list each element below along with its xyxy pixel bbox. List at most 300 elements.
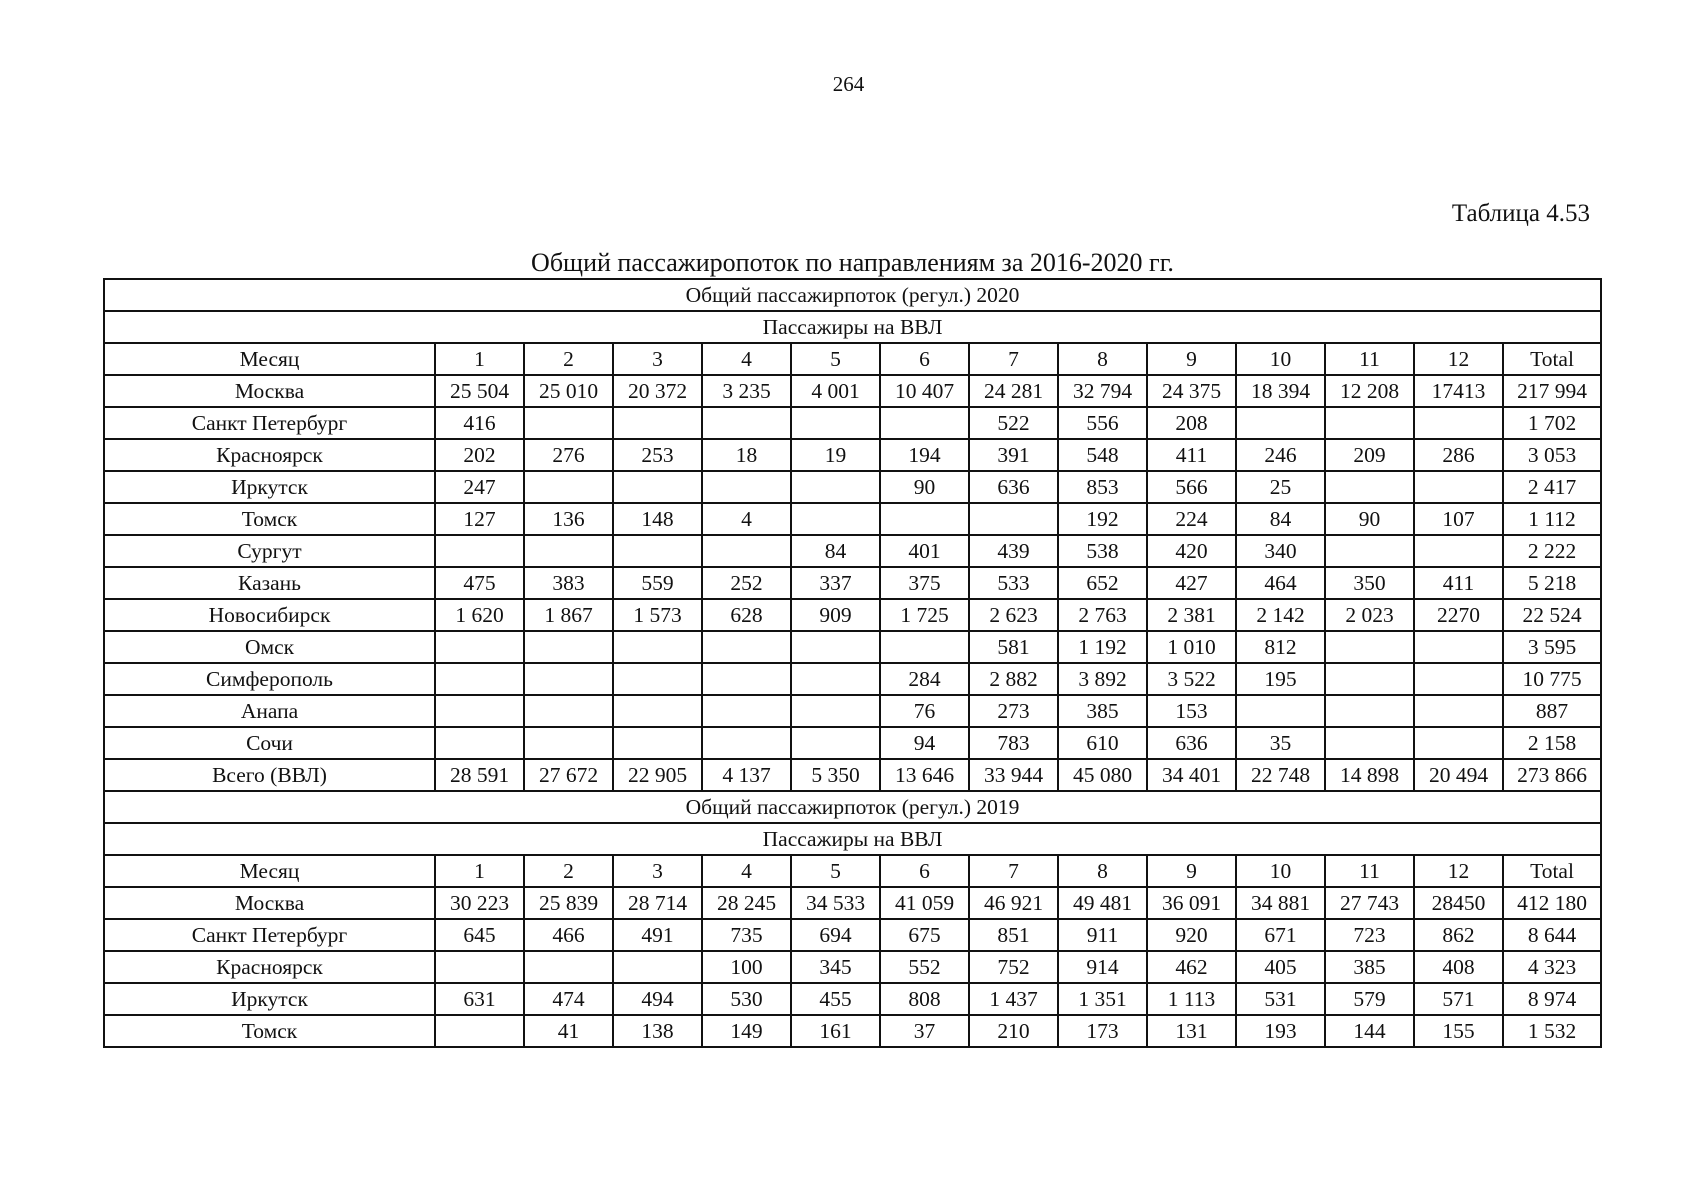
month-value-cell: 37 <box>880 1015 969 1047</box>
total-cell: 412 180 <box>1503 887 1601 919</box>
month-value-cell: 581 <box>969 631 1058 663</box>
month-value-cell: 90 <box>880 471 969 503</box>
month-value-cell: 1 113 <box>1147 983 1236 1015</box>
month-value-cell: 405 <box>1236 951 1325 983</box>
header-cell: 4 <box>702 855 791 887</box>
total-cell: 22 524 <box>1503 599 1601 631</box>
month-value-cell: 24 281 <box>969 375 1058 407</box>
header-cell: 3 <box>613 855 702 887</box>
month-value-cell: 401 <box>880 535 969 567</box>
month-value-cell <box>791 503 880 535</box>
month-value-cell: 862 <box>1414 919 1503 951</box>
month-value-cell: 3 522 <box>1147 663 1236 695</box>
total-cell: 2 222 <box>1503 535 1601 567</box>
month-value-cell: 494 <box>613 983 702 1015</box>
header-cell: 11 <box>1325 343 1414 375</box>
header-cell: 3 <box>613 343 702 375</box>
city-cell: Сургут <box>104 535 435 567</box>
section-subtitle <box>104 311 1601 343</box>
month-value-cell: 391 <box>969 439 1058 471</box>
month-value-cell: 411 <box>1147 439 1236 471</box>
month-value-cell: 427 <box>1147 567 1236 599</box>
total-cell: 2 417 <box>1503 471 1601 503</box>
month-value-cell: 735 <box>702 919 791 951</box>
month-value-cell <box>1236 407 1325 439</box>
section-title <box>104 791 1601 823</box>
month-value-cell: 149 <box>702 1015 791 1047</box>
header-cell: 2 <box>524 343 613 375</box>
section-title-cell: Общий пассажирпоток (регул.) 2020 <box>104 279 1601 311</box>
month-value-cell: 41 <box>524 1015 613 1047</box>
month-value-cell <box>1414 727 1503 759</box>
month-value-cell: 548 <box>1058 439 1147 471</box>
table-row <box>104 695 1601 727</box>
header-cell: 8 <box>1058 855 1147 887</box>
month-value-cell: 153 <box>1147 695 1236 727</box>
month-value-cell: 675 <box>880 919 969 951</box>
month-value-cell <box>613 535 702 567</box>
header-cell: 11 <box>1325 855 1414 887</box>
city-cell: Томск <box>104 503 435 535</box>
month-value-cell: 631 <box>435 983 524 1015</box>
month-value-cell: 340 <box>1236 535 1325 567</box>
month-value-cell: 914 <box>1058 951 1147 983</box>
month-value-cell: 3 235 <box>702 375 791 407</box>
month-value-cell: 783 <box>969 727 1058 759</box>
month-value-cell: 4 <box>702 503 791 535</box>
month-value-cell: 416 <box>435 407 524 439</box>
month-value-cell: 131 <box>1147 1015 1236 1047</box>
header-cell: 5 <box>791 343 880 375</box>
month-value-cell: 28450 <box>1414 887 1503 919</box>
month-value-cell: 466 <box>524 919 613 951</box>
month-value-cell: 1 437 <box>969 983 1058 1015</box>
month-value-cell <box>524 535 613 567</box>
month-value-cell: 28 245 <box>702 887 791 919</box>
month-value-cell: 571 <box>1414 983 1503 1015</box>
month-value-cell: 14 898 <box>1325 759 1414 791</box>
table-row <box>104 919 1601 951</box>
month-value-cell: 559 <box>613 567 702 599</box>
city-cell: Иркутск <box>104 983 435 1015</box>
city-cell: Анапа <box>104 695 435 727</box>
month-value-cell <box>702 535 791 567</box>
month-value-cell: 552 <box>880 951 969 983</box>
total-cell: 5 218 <box>1503 567 1601 599</box>
total-cell: 273 866 <box>1503 759 1601 791</box>
month-value-cell <box>880 407 969 439</box>
total-cell: 1 532 <box>1503 1015 1601 1047</box>
header-row <box>104 343 1601 375</box>
total-cell: 4 323 <box>1503 951 1601 983</box>
section-title <box>104 279 1601 311</box>
table-row <box>104 503 1601 535</box>
month-value-cell: 20 372 <box>613 375 702 407</box>
month-value-cell: 808 <box>880 983 969 1015</box>
month-value-cell: 533 <box>969 567 1058 599</box>
month-value-cell: 579 <box>1325 983 1414 1015</box>
header-cell: 1 <box>435 343 524 375</box>
total-cell: 217 994 <box>1503 375 1601 407</box>
total-cell: 3 595 <box>1503 631 1601 663</box>
header-cell: Total <box>1503 855 1601 887</box>
month-value-cell: 36 091 <box>1147 887 1236 919</box>
month-value-cell: 193 <box>1236 1015 1325 1047</box>
month-value-cell <box>613 407 702 439</box>
month-value-cell: 24 375 <box>1147 375 1236 407</box>
month-value-cell <box>1414 471 1503 503</box>
month-value-cell: 475 <box>435 567 524 599</box>
month-value-cell: 531 <box>1236 983 1325 1015</box>
header-cell: 7 <box>969 343 1058 375</box>
header-cell: 9 <box>1147 343 1236 375</box>
month-value-cell: 253 <box>613 439 702 471</box>
section-title-cell: Общий пассажирпоток (регул.) 2019 <box>104 791 1601 823</box>
month-value-cell <box>613 663 702 695</box>
month-value-cell: 45 080 <box>1058 759 1147 791</box>
table-label: Таблица 4.53 <box>1451 200 1590 227</box>
month-value-cell: 671 <box>1236 919 1325 951</box>
month-value-cell: 652 <box>1058 567 1147 599</box>
month-value-cell: 636 <box>1147 727 1236 759</box>
month-value-cell: 84 <box>791 535 880 567</box>
month-value-cell <box>435 535 524 567</box>
month-value-cell: 5 350 <box>791 759 880 791</box>
header-cell: 7 <box>969 855 1058 887</box>
month-value-cell <box>613 695 702 727</box>
month-value-cell: 4 001 <box>791 375 880 407</box>
month-value-cell: 853 <box>1058 471 1147 503</box>
month-value-cell: 25 <box>1236 471 1325 503</box>
month-value-cell: 610 <box>1058 727 1147 759</box>
table-row <box>104 375 1601 407</box>
total-cell: 1 702 <box>1503 407 1601 439</box>
month-value-cell <box>613 471 702 503</box>
month-value-cell: 420 <box>1147 535 1236 567</box>
month-value-cell: 22 905 <box>613 759 702 791</box>
month-value-cell <box>524 407 613 439</box>
month-value-cell: 273 <box>969 695 1058 727</box>
month-value-cell: 27 672 <box>524 759 613 791</box>
month-value-cell: 148 <box>613 503 702 535</box>
city-cell: Казань <box>104 567 435 599</box>
month-value-cell: 20 494 <box>1414 759 1503 791</box>
month-value-cell: 34 881 <box>1236 887 1325 919</box>
month-value-cell: 90 <box>1325 503 1414 535</box>
month-value-cell <box>1414 631 1503 663</box>
month-value-cell: 4 137 <box>702 759 791 791</box>
table-row <box>104 471 1601 503</box>
month-value-cell: 2 623 <box>969 599 1058 631</box>
month-value-cell: 25 504 <box>435 375 524 407</box>
total-cell: 2 158 <box>1503 727 1601 759</box>
header-cell: 5 <box>791 855 880 887</box>
city-cell: Томск <box>104 1015 435 1047</box>
city-cell: Москва <box>104 887 435 919</box>
month-value-cell: 645 <box>435 919 524 951</box>
month-value-cell: 202 <box>435 439 524 471</box>
city-cell: Красноярск <box>104 951 435 983</box>
month-value-cell: 439 <box>969 535 1058 567</box>
month-value-cell: 49 481 <box>1058 887 1147 919</box>
month-value-cell: 812 <box>1236 631 1325 663</box>
month-value-cell: 28 714 <box>613 887 702 919</box>
month-value-cell <box>791 663 880 695</box>
month-value-cell: 566 <box>1147 471 1236 503</box>
table-title: Общий пассажиропоток по направлениям за 2016-2020 гг. <box>531 248 1174 277</box>
month-value-cell: 136 <box>524 503 613 535</box>
month-value-cell: 1 620 <box>435 599 524 631</box>
table-row <box>104 951 1601 983</box>
total-cell: 8 974 <box>1503 983 1601 1015</box>
month-value-cell: 144 <box>1325 1015 1414 1047</box>
header-cell: 10 <box>1236 855 1325 887</box>
month-value-cell: 1 192 <box>1058 631 1147 663</box>
month-value-cell: 1 351 <box>1058 983 1147 1015</box>
month-value-cell: 375 <box>880 567 969 599</box>
month-value-cell: 10 407 <box>880 375 969 407</box>
passenger-flow-table <box>103 278 1602 1048</box>
month-value-cell <box>524 695 613 727</box>
header-cell: Total <box>1503 343 1601 375</box>
month-value-cell <box>702 631 791 663</box>
city-cell: Иркутск <box>104 471 435 503</box>
total-cell: 8 644 <box>1503 919 1601 951</box>
month-value-cell: 411 <box>1414 567 1503 599</box>
month-value-cell: 246 <box>1236 439 1325 471</box>
month-value-cell: 284 <box>880 663 969 695</box>
month-value-cell <box>1325 695 1414 727</box>
month-value-cell: 522 <box>969 407 1058 439</box>
header-cell: 6 <box>880 855 969 887</box>
month-value-cell: 173 <box>1058 1015 1147 1047</box>
header-cell: 1 <box>435 855 524 887</box>
month-value-cell <box>435 631 524 663</box>
month-value-cell <box>524 951 613 983</box>
month-value-cell: 464 <box>1236 567 1325 599</box>
month-value-cell: 2 882 <box>969 663 1058 695</box>
city-cell: Сочи <box>104 727 435 759</box>
month-value-cell: 25 010 <box>524 375 613 407</box>
month-value-cell: 34 401 <box>1147 759 1236 791</box>
month-value-cell: 33 944 <box>969 759 1058 791</box>
month-value-cell <box>791 695 880 727</box>
month-value-cell: 41 059 <box>880 887 969 919</box>
header-cell: Месяц <box>104 855 435 887</box>
month-value-cell <box>435 951 524 983</box>
page-number: 264 <box>832 72 865 96</box>
month-value-cell: 127 <box>435 503 524 535</box>
month-value-cell <box>435 695 524 727</box>
month-value-cell: 18 394 <box>1236 375 1325 407</box>
month-value-cell: 462 <box>1147 951 1236 983</box>
table-row <box>104 727 1601 759</box>
table-row <box>104 599 1601 631</box>
month-value-cell <box>435 727 524 759</box>
month-value-cell: 3 892 <box>1058 663 1147 695</box>
month-value-cell: 337 <box>791 567 880 599</box>
month-value-cell: 491 <box>613 919 702 951</box>
month-value-cell: 247 <box>435 471 524 503</box>
month-value-cell: 12 208 <box>1325 375 1414 407</box>
month-value-cell: 1 573 <box>613 599 702 631</box>
section-subtitle-cell: Пассажиры на ВВЛ <box>104 823 1601 855</box>
month-value-cell <box>880 631 969 663</box>
month-value-cell: 30 223 <box>435 887 524 919</box>
total-cell: 3 053 <box>1503 439 1601 471</box>
month-value-cell: 252 <box>702 567 791 599</box>
city-cell: Санкт Петербург <box>104 919 435 951</box>
header-cell: 6 <box>880 343 969 375</box>
month-value-cell: 1 725 <box>880 599 969 631</box>
month-value-cell: 76 <box>880 695 969 727</box>
month-value-cell: 100 <box>702 951 791 983</box>
header-cell: 12 <box>1414 343 1503 375</box>
table-row <box>104 439 1601 471</box>
month-value-cell <box>1325 471 1414 503</box>
month-value-cell: 1 867 <box>524 599 613 631</box>
month-value-cell <box>1414 695 1503 727</box>
month-value-cell: 2270 <box>1414 599 1503 631</box>
month-value-cell: 383 <box>524 567 613 599</box>
month-value-cell: 107 <box>1414 503 1503 535</box>
month-value-cell: 35 <box>1236 727 1325 759</box>
month-value-cell: 694 <box>791 919 880 951</box>
month-value-cell: 556 <box>1058 407 1147 439</box>
month-value-cell <box>524 471 613 503</box>
month-value-cell <box>702 695 791 727</box>
header-cell: 10 <box>1236 343 1325 375</box>
month-value-cell <box>880 503 969 535</box>
month-value-cell: 192 <box>1058 503 1147 535</box>
month-value-cell <box>524 727 613 759</box>
month-value-cell: 84 <box>1236 503 1325 535</box>
header-cell: 4 <box>702 343 791 375</box>
month-value-cell: 345 <box>791 951 880 983</box>
month-value-cell <box>435 663 524 695</box>
table-row <box>104 663 1601 695</box>
table-row <box>104 1015 1601 1047</box>
month-value-cell: 909 <box>791 599 880 631</box>
month-value-cell <box>613 727 702 759</box>
header-cell: 2 <box>524 855 613 887</box>
month-value-cell: 22 748 <box>1236 759 1325 791</box>
month-value-cell: 210 <box>969 1015 1058 1047</box>
table-row <box>104 631 1601 663</box>
month-value-cell: 851 <box>969 919 1058 951</box>
header-cell: 8 <box>1058 343 1147 375</box>
header-cell: Месяц <box>104 343 435 375</box>
month-value-cell <box>1236 695 1325 727</box>
header-cell: 12 <box>1414 855 1503 887</box>
month-value-cell <box>1325 535 1414 567</box>
city-cell: Красноярск <box>104 439 435 471</box>
month-value-cell: 350 <box>1325 567 1414 599</box>
month-value-cell: 385 <box>1325 951 1414 983</box>
month-value-cell <box>524 631 613 663</box>
month-value-cell <box>1414 663 1503 695</box>
total-cell: 1 112 <box>1503 503 1601 535</box>
month-value-cell: 920 <box>1147 919 1236 951</box>
table-row <box>104 407 1601 439</box>
month-value-cell: 209 <box>1325 439 1414 471</box>
month-value-cell <box>702 407 791 439</box>
month-value-cell: 13 646 <box>880 759 969 791</box>
month-value-cell: 46 921 <box>969 887 1058 919</box>
month-value-cell: 911 <box>1058 919 1147 951</box>
month-value-cell: 34 533 <box>791 887 880 919</box>
month-value-cell: 276 <box>524 439 613 471</box>
month-value-cell: 636 <box>969 471 1058 503</box>
city-cell: Новосибирск <box>104 599 435 631</box>
table-row <box>104 567 1601 599</box>
month-value-cell: 530 <box>702 983 791 1015</box>
month-value-cell: 194 <box>880 439 969 471</box>
city-cell: Всего (ВВЛ) <box>104 759 435 791</box>
table-row <box>104 887 1601 919</box>
table-row <box>104 983 1601 1015</box>
month-value-cell: 27 743 <box>1325 887 1414 919</box>
month-value-cell: 161 <box>791 1015 880 1047</box>
month-value-cell <box>435 1015 524 1047</box>
month-value-cell: 195 <box>1236 663 1325 695</box>
month-value-cell <box>969 503 1058 535</box>
city-cell: Симферополь <box>104 663 435 695</box>
month-value-cell <box>1325 663 1414 695</box>
month-value-cell <box>791 407 880 439</box>
month-value-cell <box>791 727 880 759</box>
city-cell: Москва <box>104 375 435 407</box>
total-cell: 10 775 <box>1503 663 1601 695</box>
month-value-cell: 2 023 <box>1325 599 1414 631</box>
month-value-cell: 286 <box>1414 439 1503 471</box>
month-value-cell <box>1325 727 1414 759</box>
month-value-cell: 94 <box>880 727 969 759</box>
month-value-cell <box>1325 631 1414 663</box>
month-value-cell <box>702 663 791 695</box>
month-value-cell: 628 <box>702 599 791 631</box>
month-value-cell <box>791 471 880 503</box>
month-value-cell: 455 <box>791 983 880 1015</box>
month-value-cell <box>1325 407 1414 439</box>
month-value-cell: 538 <box>1058 535 1147 567</box>
month-value-cell: 2 763 <box>1058 599 1147 631</box>
total-cell: 887 <box>1503 695 1601 727</box>
month-value-cell: 474 <box>524 983 613 1015</box>
month-value-cell: 1 010 <box>1147 631 1236 663</box>
month-value-cell <box>613 631 702 663</box>
month-value-cell: 2 142 <box>1236 599 1325 631</box>
month-value-cell <box>1414 535 1503 567</box>
section-subtitle-cell: Пассажиры на ВВЛ <box>104 311 1601 343</box>
month-value-cell: 723 <box>1325 919 1414 951</box>
month-value-cell <box>613 951 702 983</box>
table-row <box>104 759 1601 791</box>
section-subtitle <box>104 823 1601 855</box>
month-value-cell: 32 794 <box>1058 375 1147 407</box>
month-value-cell: 224 <box>1147 503 1236 535</box>
month-value-cell <box>524 663 613 695</box>
month-value-cell: 19 <box>791 439 880 471</box>
month-value-cell: 155 <box>1414 1015 1503 1047</box>
month-value-cell: 408 <box>1414 951 1503 983</box>
table-body <box>104 279 1601 1047</box>
month-value-cell <box>702 471 791 503</box>
header-row <box>104 855 1601 887</box>
month-value-cell <box>702 727 791 759</box>
month-value-cell <box>791 631 880 663</box>
month-value-cell: 138 <box>613 1015 702 1047</box>
